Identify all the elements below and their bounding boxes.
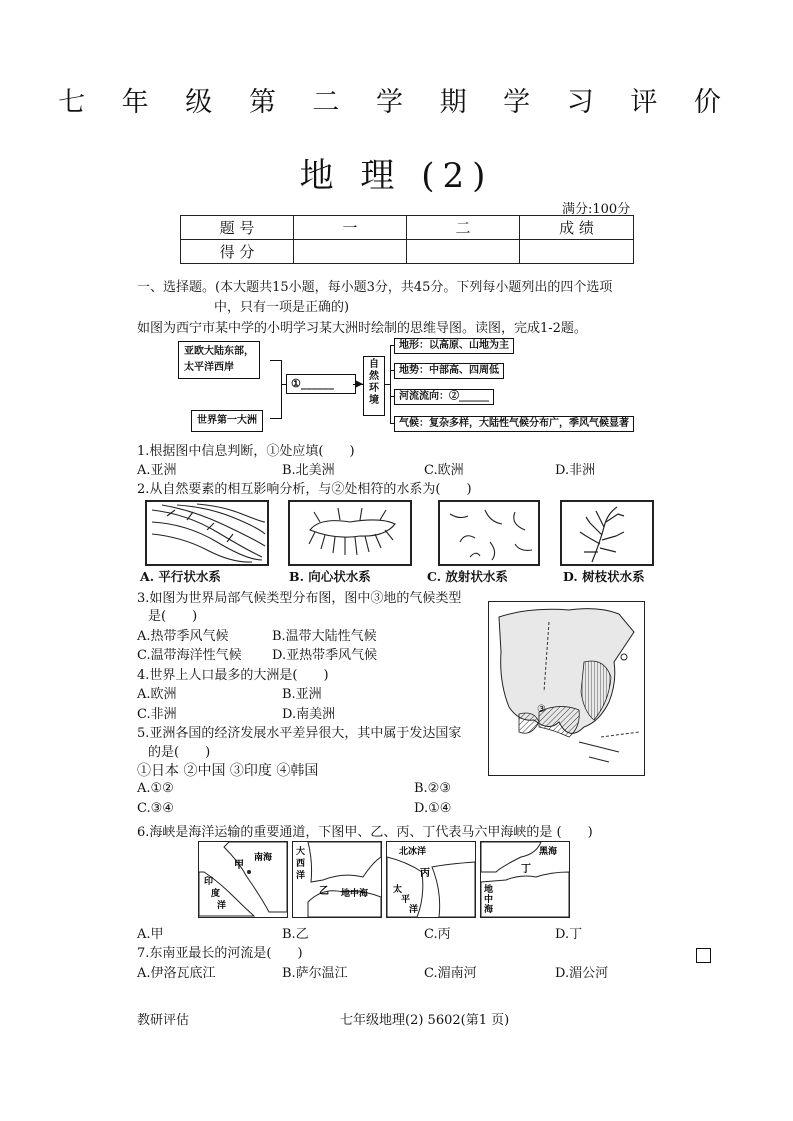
- mindmap-climate: 气候：复杂多样，大陆性气候分布广，季风气候显著: [394, 416, 634, 432]
- map-label: 洋: [409, 905, 419, 915]
- strait-map-icon: [199, 842, 287, 917]
- q5-option-b[interactable]: B.②③: [414, 781, 451, 796]
- map-label: 丁: [521, 864, 531, 875]
- q4-option-d[interactable]: D.南美洲: [282, 707, 336, 722]
- map-label: 海: [484, 905, 494, 915]
- q5-option-a[interactable]: A.①②: [137, 781, 174, 796]
- strait-map-yi[interactable]: [292, 841, 382, 918]
- map-label: 乙: [319, 886, 329, 897]
- q5-stem: 5.亚洲各国的经济发展水平差异很大，其中属于发达国家: [137, 726, 462, 741]
- score-input-cell[interactable]: [294, 240, 407, 264]
- footer-left: 教研评估: [137, 1013, 190, 1028]
- q7-option-b[interactable]: B.萨尔温江: [282, 966, 348, 981]
- score-table-cell: 成 绩: [520, 216, 634, 240]
- q5-stem-cont: 的是( ): [148, 745, 211, 760]
- map-label: 黑海: [539, 847, 558, 857]
- score-table: [180, 215, 634, 264]
- score-input-cell[interactable]: [520, 240, 634, 264]
- q1-option-b[interactable]: B.北美洲: [282, 463, 335, 478]
- mindmap-text: 太平洋西岸: [184, 362, 234, 373]
- q3-option-a[interactable]: A.热带季风气候: [137, 629, 229, 644]
- mindmap-terrain: 地形：以高原、山地为主: [394, 338, 514, 354]
- map-label: 甲: [234, 860, 244, 871]
- q4-option-c[interactable]: C.非洲: [137, 707, 177, 722]
- centripetal-drainage-image[interactable]: [288, 500, 412, 566]
- q6-stem: 6.海峡是海洋运输的重要通道，下图甲、乙、丙、丁代表马六甲海峡的是 ( ): [137, 825, 593, 840]
- q6-option-c[interactable]: C.丙: [424, 927, 451, 942]
- q2-caption-c: C. 放射状水系: [427, 569, 508, 584]
- q1-stem: 1.根据图中信息判断，①处应填( ): [137, 444, 355, 459]
- map-label: 大: [296, 847, 306, 857]
- q1-option-d[interactable]: D.非洲: [555, 463, 596, 478]
- strait-map-jia[interactable]: [198, 841, 288, 918]
- asia-map-icon: [489, 602, 644, 775]
- dendritic-drainage-image[interactable]: [560, 500, 654, 566]
- map-label-3: ③: [537, 704, 546, 715]
- mindmap-size: 世界第一大洲: [191, 410, 263, 432]
- map-label: 西: [296, 859, 306, 869]
- radial-drainage-icon: [440, 502, 538, 564]
- score-table-cell: 得 分: [181, 240, 294, 264]
- q7-option-d[interactable]: D.湄公河: [555, 966, 609, 981]
- map-label: 北冰洋: [399, 847, 427, 857]
- map-label: 洋: [296, 871, 306, 881]
- q4-option-b[interactable]: B.亚洲: [282, 687, 322, 702]
- map-label: 中: [484, 895, 494, 905]
- section-intro: 如图为西宁市某中学的小明学习某大洲时绘制的思维导图。读图，完成1-2题。: [137, 321, 587, 336]
- map-label: 洋: [217, 901, 227, 911]
- q6-option-a[interactable]: A.甲: [137, 927, 164, 942]
- mindmap-center: 自然环境: [363, 356, 385, 416]
- q4-stem: 4.世界上人口最多的大洲是( ): [137, 668, 329, 683]
- strait-map-ding[interactable]: [480, 841, 570, 918]
- q3-stem-cont: 是( ): [148, 609, 198, 624]
- map-label: 丙: [420, 868, 430, 879]
- section-heading-cont: 中，只有一项是正确的): [214, 300, 350, 315]
- q6-option-b[interactable]: B.乙: [282, 927, 309, 942]
- map-label: 南海: [254, 853, 273, 863]
- mind-map: [175, 338, 655, 436]
- map-label: 平: [401, 895, 411, 905]
- q5-option-d[interactable]: D.①④: [414, 801, 452, 816]
- footer-page-info: 七年级地理(2) 5602(第1 页): [340, 1013, 510, 1028]
- dendritic-drainage-icon: [562, 502, 652, 564]
- map-label: 地: [484, 885, 494, 895]
- q7-option-c[interactable]: C.湄南河: [424, 966, 477, 981]
- mindmap-text: 亚欧大陆东部，: [184, 346, 254, 357]
- checkbox-square[interactable]: [696, 948, 711, 963]
- q5-items: ①日本 ②中国 ③印度 ④韩国: [137, 763, 319, 779]
- q3-stem: 3.如图为世界局部气候类型分布图，图中③地的气候类型: [137, 591, 462, 606]
- q2-caption-b: B. 向心状水系: [289, 569, 371, 584]
- parallel-drainage-image[interactable]: [145, 500, 269, 566]
- map-label: 太: [393, 885, 403, 895]
- radial-drainage-image[interactable]: [438, 500, 540, 566]
- map-label: 度: [211, 889, 221, 899]
- mindmap-elevation: 地势：中部高、四周低: [394, 363, 504, 379]
- q1-option-a[interactable]: A.亚洲: [137, 463, 177, 478]
- q5-option-c[interactable]: C.③④: [137, 801, 174, 816]
- full-score: 满分:100分: [562, 202, 631, 217]
- q3-option-c[interactable]: C.温带海洋性气候: [137, 648, 242, 663]
- score-table-cell: 一: [294, 216, 407, 240]
- arrow-icon: [355, 380, 363, 388]
- score-input-cell[interactable]: [407, 240, 520, 264]
- mindmap-blank-1: ①______: [286, 374, 356, 394]
- q4-option-a[interactable]: A.欧洲: [137, 687, 177, 702]
- mindmap-location: [178, 341, 260, 379]
- q2-caption-d: D. 树枝状水系: [563, 569, 645, 584]
- section-heading: 一、选择题。(本大题共15小题，每小题3分，共45分。下列每小题列出的四个选项: [137, 280, 613, 295]
- map-label: 地中海: [341, 889, 369, 899]
- map-label: 印: [204, 877, 214, 887]
- q6-option-d[interactable]: D.丁: [555, 927, 583, 942]
- centripetal-drainage-icon: [290, 502, 410, 564]
- page-title: 七 年 级 第 二 学 期 学 习 评 价: [58, 87, 735, 118]
- score-table-cell: 题 号: [181, 216, 294, 240]
- strait-map-icon: [387, 842, 475, 917]
- score-table-cell: 二: [407, 216, 520, 240]
- strait-map-bing[interactable]: [386, 841, 476, 918]
- mindmap-river-flow: 河流流向：②______: [394, 389, 494, 405]
- q1-option-c[interactable]: C.欧洲: [424, 463, 464, 478]
- q7-stem: 7.东南亚最长的河流是( ): [137, 946, 303, 961]
- q3-option-b[interactable]: B.温带大陆性气候: [272, 629, 377, 644]
- asia-climate-map[interactable]: [488, 601, 645, 776]
- strait-map-icon: [481, 842, 569, 917]
- q2-caption-a: A. 平行状水系: [140, 569, 221, 584]
- strait-map-icon: [293, 842, 381, 917]
- q7-option-a[interactable]: A.伊洛瓦底江: [137, 966, 216, 981]
- q3-option-d[interactable]: D.亚热带季风气候: [272, 648, 378, 663]
- q2-stem: 2.从自然要素的相互影响分析，与②处相符的水系为( ): [137, 482, 472, 497]
- parallel-drainage-icon: [147, 502, 267, 564]
- subject-title: 地 理 (2): [299, 156, 494, 196]
